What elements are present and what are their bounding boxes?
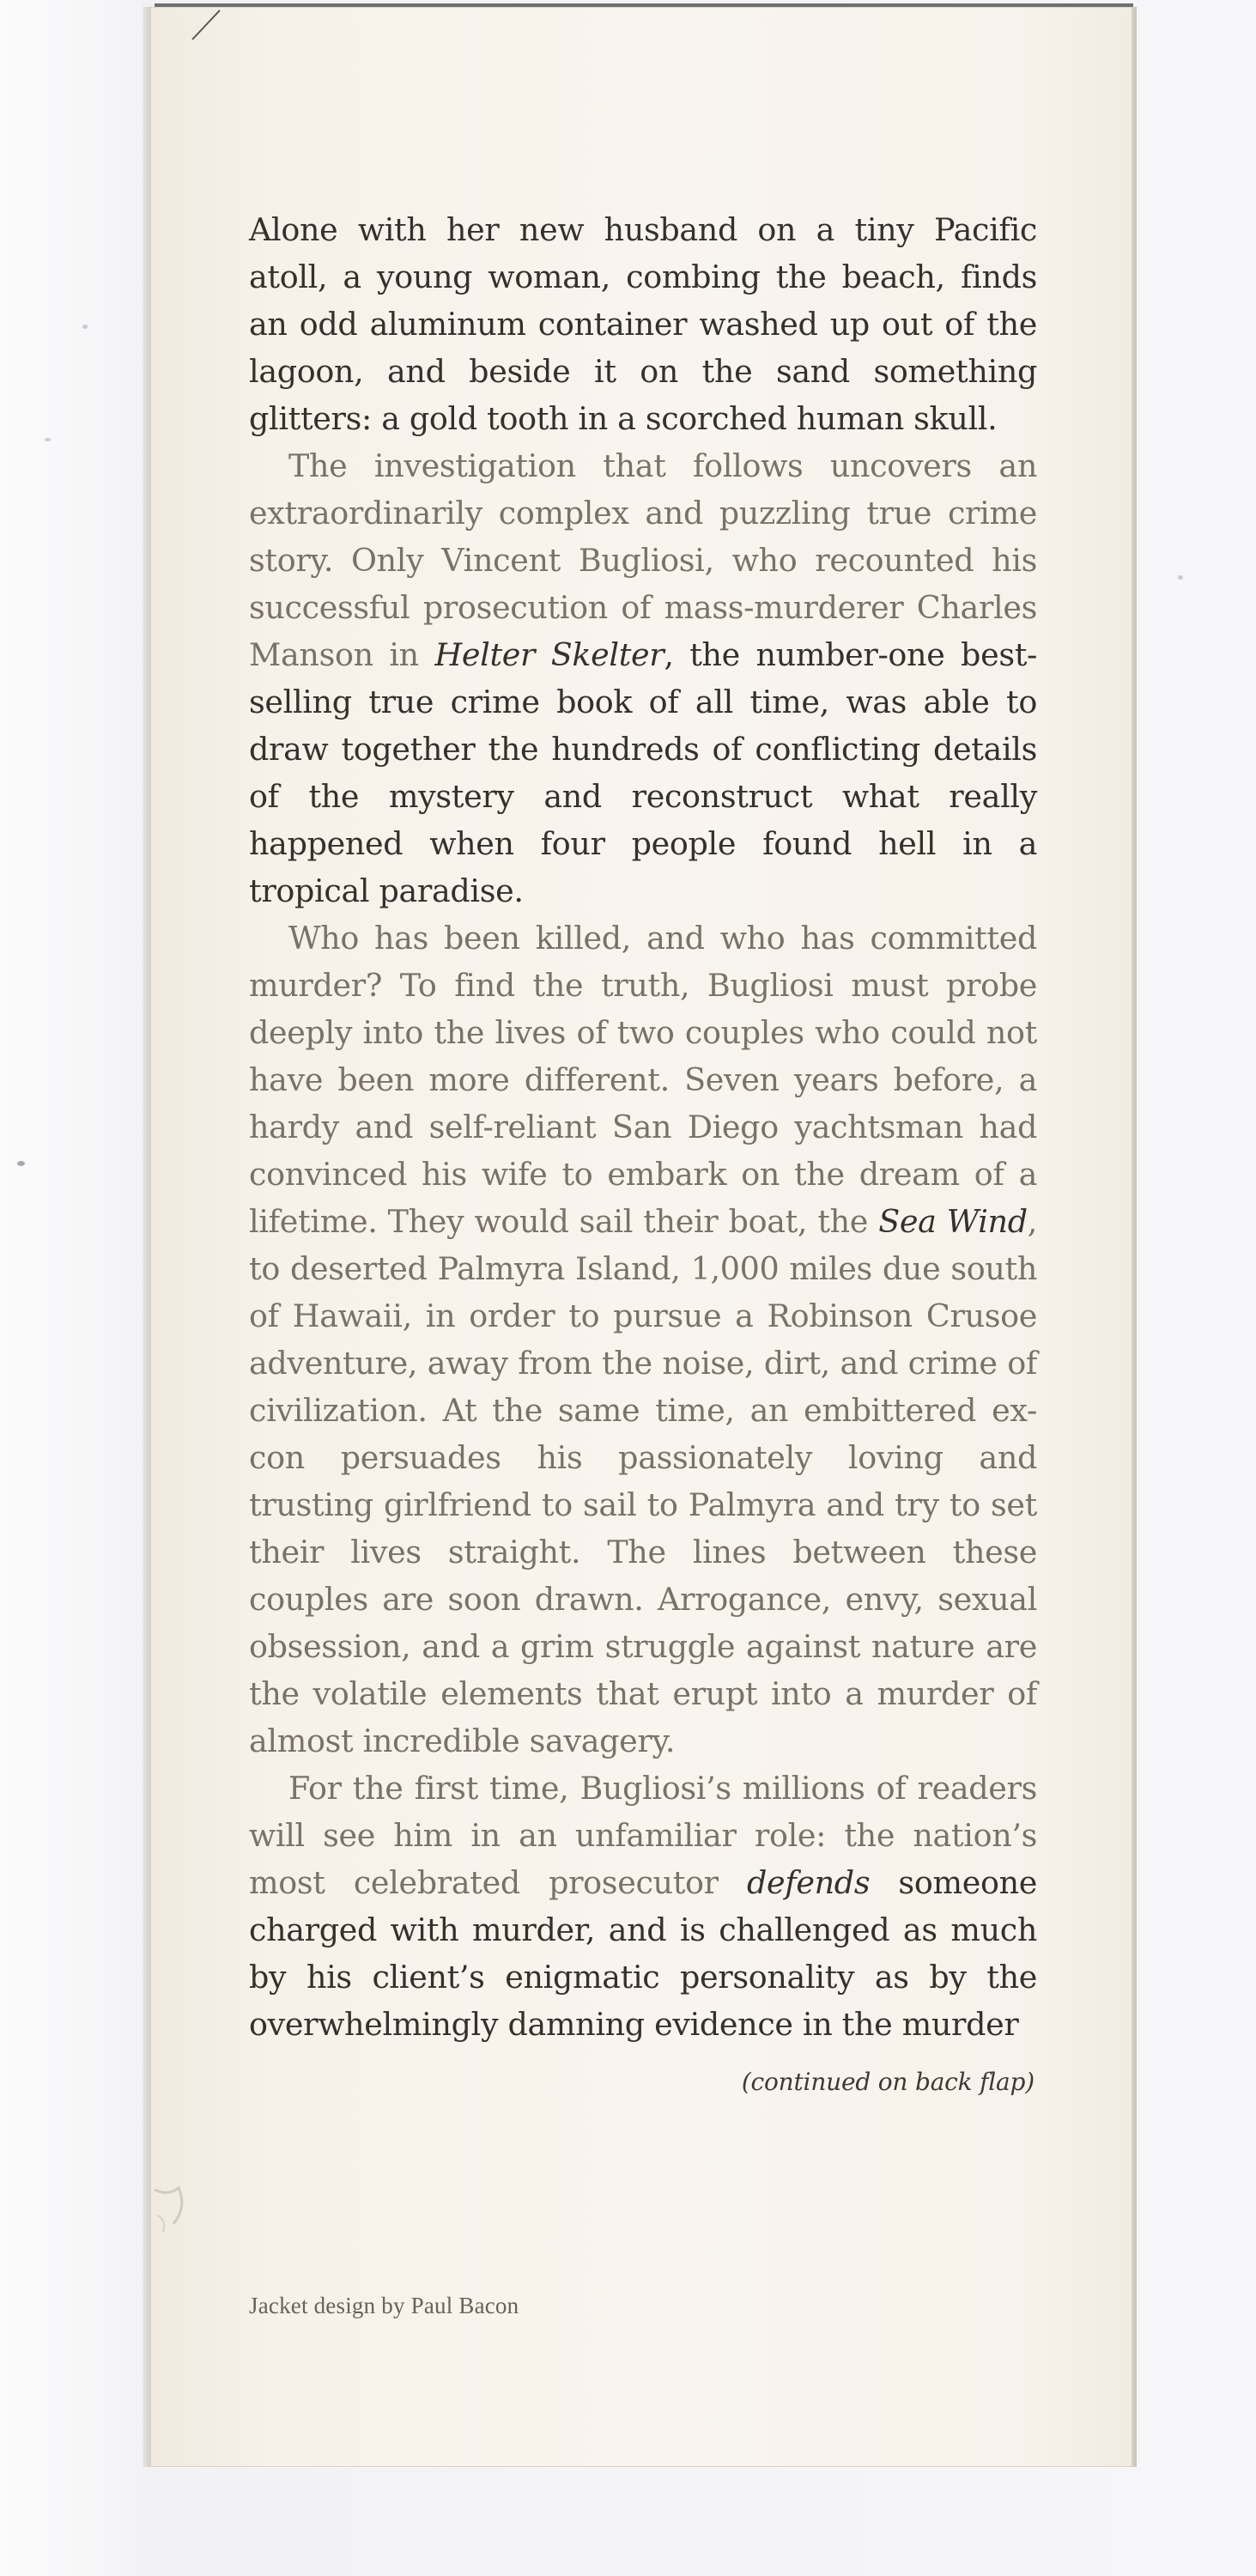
blurb-text: , to deserted Palmyra Island, 1,000 miles due south of Hawaii, in order to pursue a Robinson Crusoe adventure, away from the noise, dirt, and crime of civilization. At the same time, an embittered ex-con persuades his passionately loving and trusting girlfriend to sail to Palmyra and try to set their lives straight. The lines between these couples are soon drawn. Arrogance, envy, sexual obsession, and a grim struggle against nature are the volatile elements that erupt into a murder of almost incredible savagery. (249, 1203, 1037, 1759)
continued-note: (continued on back flap) (741, 2068, 1035, 2096)
edge-scuff-mark (153, 2172, 213, 2241)
blurb-text: , the number-one best-selling true crime book of all time, was able to draw together the hundreds of conflicting details of the mystery and reconstruct what really happened when four people found hell in a tropical paradise. (249, 636, 1037, 909)
flap-blurb (249, 206, 1037, 2048)
corner-crease-mark (191, 7, 225, 41)
blurb-paragraph (249, 206, 1037, 442)
book-title: Helter Skelter (434, 636, 664, 673)
blurb-paragraph (249, 442, 1037, 914)
blurb-text: Alone with her new husband on a tiny Pacific atoll, a young woman, combing the beach, finds an odd aluminum container washed up out of the lagoon, and beside it on the sand something glitters: a gold tooth in a scorched human skull. (249, 211, 1037, 437)
blurb-text: someone charged with murder, and is challenged as much by his client’s enigmatic personality as by the overwhelmingly damning evidence in the murder (249, 1864, 1037, 2043)
blurb-text: The investigation that follows uncovers an extraordinarily complex and puzzling true crime story. Only Vincent Bugliosi, who recounted his successful prosecution of mass-murderer Charles Manson in (249, 447, 1037, 673)
blurb-paragraph (249, 1765, 1037, 2048)
flap-top-edge (155, 3, 1133, 7)
background-speck (45, 438, 51, 441)
background-speck (1178, 575, 1183, 580)
emphasis-word: defends (746, 1864, 871, 1901)
background-speck (82, 325, 88, 329)
blurb-text: For the first time, Bugliosi’s millions of readers will see him in an unfamiliar role: the nation’s most celebrated prosecutor (249, 1770, 1037, 1901)
background-speck (17, 1161, 25, 1166)
flap-right-edge (1132, 7, 1137, 2467)
blurb-text: Who has been killed, and who has committed murder? To find the truth, Bugliosi must probe deeply into the lives of two couples who could not have been more different. Seven years before, a hardy and self-reliant San Diego yachtsman had convinced his wife to embark on the dream of a lifetime. They would sail their boat, the (249, 920, 1037, 1240)
blurb-paragraph (249, 914, 1037, 1765)
jacket-design-credit: Jacket design by Paul Bacon (249, 2293, 519, 2318)
boat-name: Sea Wind (878, 1203, 1028, 1240)
